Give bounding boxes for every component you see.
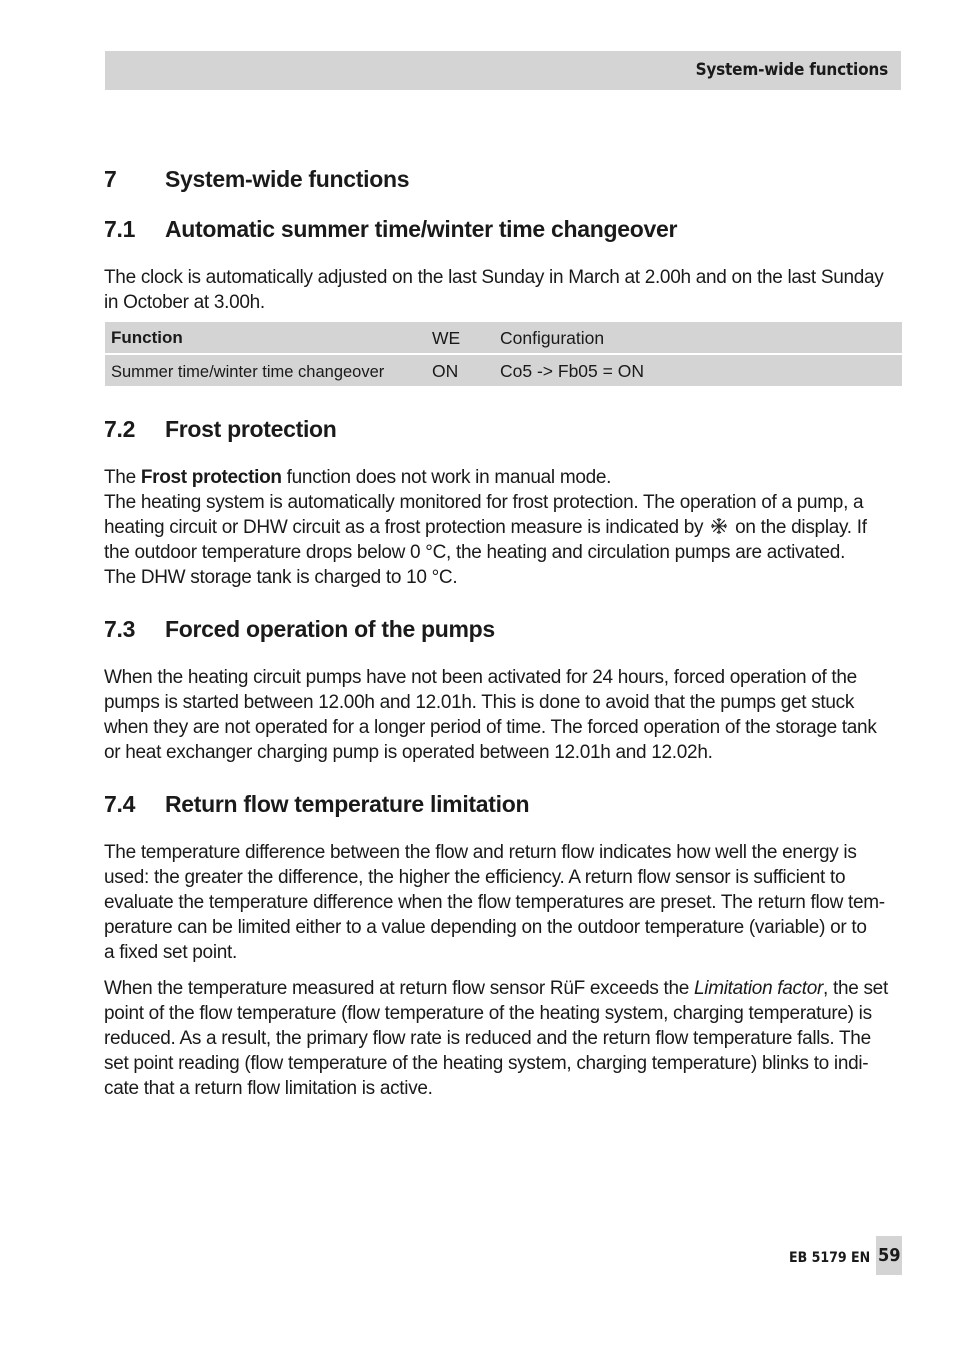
text-line: or heat exchanger charging pump is operated between 12.01h and 12.02h.	[104, 742, 713, 763]
text-line: when they are not operated for a longer period of time. The forced operation of the storage tank	[104, 717, 877, 738]
text-line: The heating system is automatically monitored for frost protection. The operation of a pump, a	[104, 492, 864, 513]
table-cell-configuration: Co5 -> Fb05 = ON	[500, 361, 644, 381]
text-line: perature can be limited either to a value depending on the outdoor temperature (variable) or to	[104, 917, 867, 938]
text-run: function does not work in manual mode.	[281, 467, 612, 488]
text-line: in October at 3.00h.	[104, 292, 265, 313]
table-header-row	[105, 322, 902, 353]
limitation-factor-term: Limitation factor	[694, 978, 824, 999]
paragraph-7-2	[104, 465, 902, 590]
heading-7-1	[104, 216, 677, 243]
text-line: the outdoor temperature drops below 0 °C, the heating and circulation pumps are activated.	[104, 542, 846, 563]
text-line: point of the flow temperature (flow temperature of the heating system, charging temperature) is	[104, 1003, 872, 1024]
heading-7-3	[104, 616, 495, 643]
table-header-we: WE	[432, 328, 461, 348]
page-number: 59	[878, 1245, 901, 1266]
heading-7-2-number: 7.2	[104, 416, 136, 442]
table-cell-function: Summer time/winter time changeover	[111, 363, 385, 381]
text-run: , the set	[823, 978, 888, 999]
heading-7-4	[104, 791, 529, 818]
snowflake-icon	[708, 516, 730, 536]
text-line: used: the greater the difference, the higher the efficiency. A return flow sensor is sufficient to	[104, 867, 846, 888]
table-row	[105, 355, 902, 386]
text-line	[104, 976, 902, 1001]
heading-7-2-title: Frost protection	[165, 416, 337, 442]
heading-7	[104, 166, 409, 193]
text-line: reduced. As a result, the primary flow rate is reduced and the return flow temperature falls. The	[104, 1028, 871, 1049]
running-header-title: System-wide functions	[695, 60, 888, 80]
text-line: set point reading (flow temperature of the heating system, charging temperature) blinks to indi-	[104, 1053, 869, 1074]
paragraph-7-3	[104, 665, 902, 765]
table-header-function: Function	[111, 328, 183, 347]
text-line: pumps is started between 12.00h and 12.01h. This is done to avoid that the pumps get stuck	[104, 692, 855, 713]
table-header-configuration: Configuration	[500, 328, 605, 348]
paragraph-7-4-b	[104, 976, 902, 1101]
text-run: The	[104, 467, 141, 488]
configuration-table	[105, 322, 902, 386]
heading-7-title: System-wide functions	[165, 166, 410, 192]
text-line	[104, 465, 902, 490]
running-header	[105, 51, 901, 90]
paragraph-7-4-a	[104, 840, 902, 965]
text-line: a fixed set point.	[104, 942, 237, 963]
text-line	[104, 515, 902, 540]
table-cell-we: ON	[432, 361, 459, 381]
text-run: heating circuit or DHW circuit as a frost protection measure is indicated by	[104, 517, 704, 538]
text-run: When the temperature measured at return flow sensor RüF exceeds the	[104, 978, 695, 999]
heading-7-3-number: 7.3	[104, 616, 136, 642]
paragraph-7-1	[104, 265, 902, 315]
text-line: cate that a return flow limitation is active.	[104, 1078, 433, 1099]
text-line: The DHW storage tank is charged to 10 °C.	[104, 567, 458, 588]
heading-7-1-number: 7.1	[104, 216, 136, 242]
heading-7-number: 7	[104, 166, 117, 192]
heading-7-3-title: Forced operation of the pumps	[165, 616, 495, 642]
text-line: The temperature difference between the flow and return flow indicates how well the energy is	[104, 842, 857, 863]
text-line: When the heating circuit pumps have not been activated for 24 hours, forced operation of the	[104, 667, 857, 688]
text-run: on the display. If	[735, 517, 867, 538]
frost-protection-term: Frost protection	[140, 467, 282, 488]
text-line: The clock is automatically adjusted on the last Sunday in March at 2.00h and on the last Sunday	[104, 267, 884, 288]
heading-7-4-title: Return flow temperature limitation	[165, 791, 530, 817]
heading-7-2	[104, 416, 337, 443]
document-code: EB 5179 EN	[789, 1250, 871, 1266]
text-line: evaluate the temperature difference when the flow temperatures are preset. The return flow tem-	[104, 892, 885, 913]
heading-7-1-title: Automatic summer time/winter time changeover	[165, 216, 678, 242]
heading-7-4-number: 7.4	[104, 791, 136, 817]
